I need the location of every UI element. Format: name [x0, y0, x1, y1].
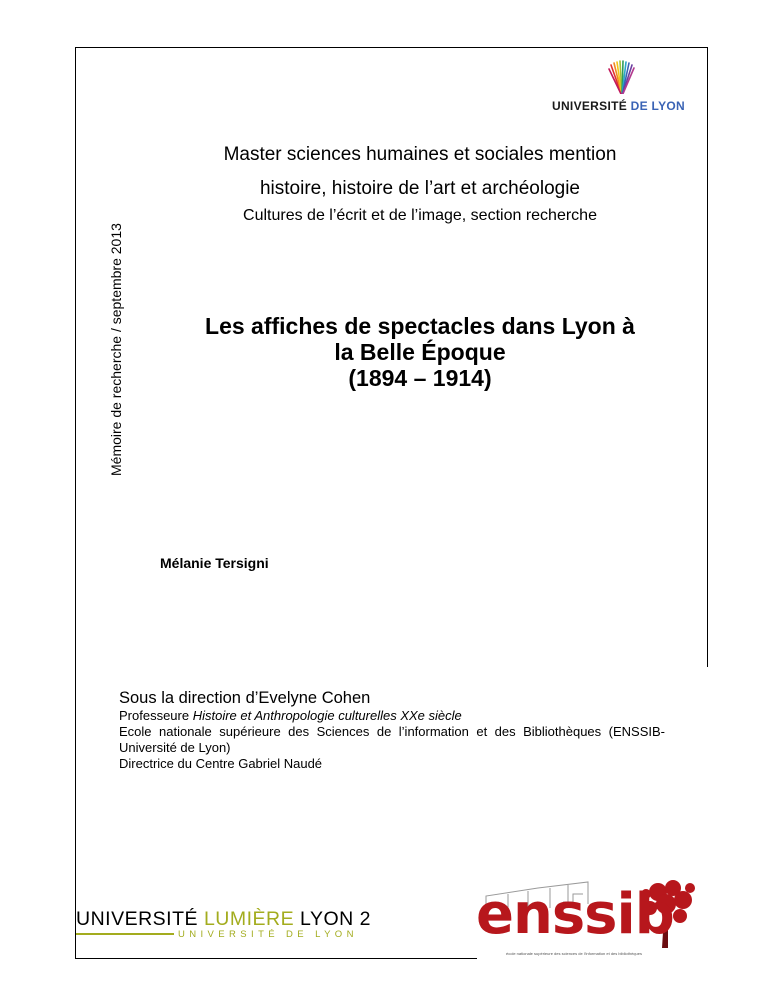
frame-left-border: [75, 47, 76, 959]
title-line-3: (1894 – 1914): [348, 365, 492, 391]
lumiere-logo-wordmark: UNIVERSITÉ LUMIÈRE LYON 2: [76, 908, 371, 930]
specialite-line: Cultures de l’écrit et de l’image, section recherche: [243, 207, 597, 224]
lumiere-logo-subline: UNIVERSITÉ DE LYON: [178, 929, 358, 940]
thesis-title: [160, 313, 680, 391]
side-label-wrapper: [107, 156, 125, 476]
supervisor-role: [119, 708, 665, 724]
role-discipline: Histoire et Anthropologie culturelles XXe siècle: [192, 708, 462, 723]
side-label: Mémoire de recherche / septembre 2013: [108, 223, 124, 476]
universite-de-lyon-logo: [552, 60, 686, 120]
enssib-logo: [468, 874, 698, 964]
supervisor-director: Directrice du Centre Gabriel Naudé: [119, 756, 323, 771]
supervision-block: [119, 688, 665, 772]
supervisor-institution: Ecole nationale supérieure des Sciences de l’information et des Bibliothèques (ENSSIB-Université de Lyon): [119, 724, 665, 755]
lumiere-logo-rule: [76, 933, 174, 935]
title-line-2: la Belle Époque: [334, 339, 506, 365]
enssib-wordmark: enssib: [476, 882, 674, 947]
master-line-2: histoire, histoire de l’art et archéologie: [259, 178, 580, 199]
author-name: Mélanie Tersigni: [160, 555, 269, 571]
title-line-1: Les affiches de spectacles dans Lyon à: [205, 313, 635, 339]
frame-right-border: [707, 47, 708, 667]
frame-top-border: [75, 47, 708, 48]
enssib-tagline: école nationale supérieure des sciences de l'information et des bibliothèques: [506, 951, 642, 956]
frame-bottom-border: [75, 958, 477, 959]
supervisor-lead: Sous la direction d’Evelyne Cohen: [119, 689, 371, 707]
master-line-1: Master sciences humaines et sociales mention: [223, 144, 617, 165]
universite-de-lyon-wordmark: UNIVERSITÉ DE LYON: [552, 99, 685, 113]
role-prefix: Professeure: [119, 708, 190, 723]
universite-lumiere-lyon2-logo: [76, 908, 371, 948]
sunburst-icon: [607, 60, 637, 100]
